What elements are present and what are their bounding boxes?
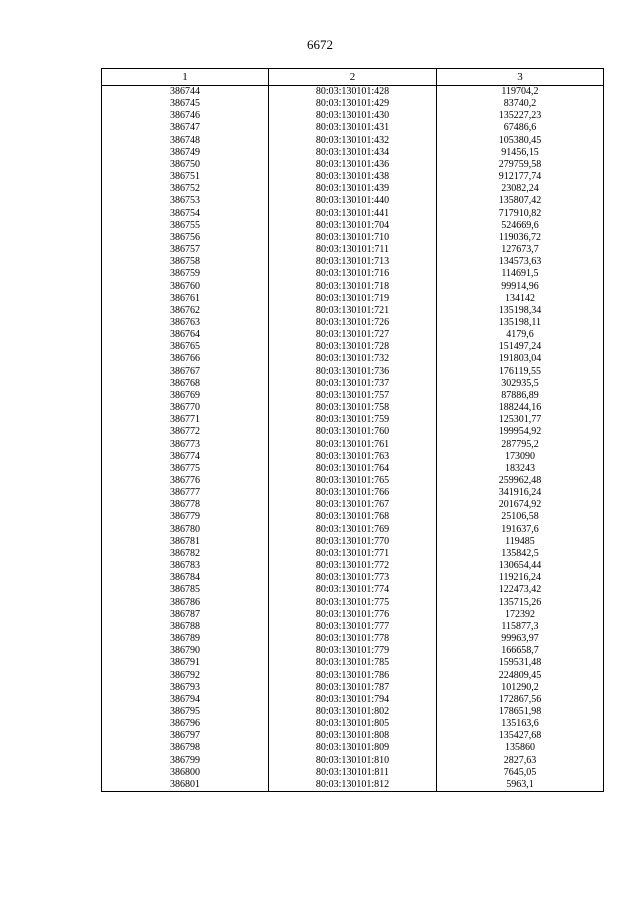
row-number-cell: 386748 — [102, 135, 269, 147]
table-row — [102, 621, 604, 633]
row-number-cell: 386751 — [102, 171, 269, 183]
row-number-cell: 386749 — [102, 147, 269, 159]
row-number-cell: 386778 — [102, 499, 269, 511]
cadastral-number-cell: 80:03:130101:787 — [269, 682, 437, 694]
row-number-cell: 386798 — [102, 742, 269, 754]
table-row — [102, 232, 604, 244]
table-row — [102, 694, 604, 706]
value-cell: 67486,6 — [437, 122, 604, 134]
row-number-cell: 386780 — [102, 524, 269, 536]
row-number-cell: 386784 — [102, 572, 269, 584]
cadastral-number-cell: 80:03:130101:758 — [269, 402, 437, 414]
row-number-cell: 386769 — [102, 390, 269, 402]
row-number-cell: 386764 — [102, 329, 269, 341]
value-cell: 119216,24 — [437, 572, 604, 584]
cadastral-number-cell: 80:03:130101:778 — [269, 633, 437, 645]
cadastral-number-cell: 80:03:130101:770 — [269, 536, 437, 548]
value-cell: 224809,45 — [437, 670, 604, 682]
value-cell: 199954,92 — [437, 426, 604, 438]
row-number-cell: 386746 — [102, 110, 269, 122]
row-number-cell: 386774 — [102, 451, 269, 463]
table-body — [102, 86, 604, 792]
value-cell: 191803,04 — [437, 353, 604, 365]
row-number-cell: 386752 — [102, 183, 269, 195]
row-number-cell: 386762 — [102, 305, 269, 317]
cadastral-number-cell: 80:03:130101:436 — [269, 159, 437, 171]
row-number-cell: 386787 — [102, 609, 269, 621]
cadastral-number-cell: 80:03:130101:794 — [269, 694, 437, 706]
header-row — [102, 69, 604, 86]
table-row — [102, 183, 604, 195]
cadastral-number-cell: 80:03:130101:766 — [269, 487, 437, 499]
table-row — [102, 281, 604, 293]
table-row — [102, 682, 604, 694]
table-row — [102, 451, 604, 463]
table-row — [102, 122, 604, 134]
cadastral-number-cell: 80:03:130101:785 — [269, 657, 437, 669]
table-row — [102, 475, 604, 487]
table-row — [102, 305, 604, 317]
cadastral-number-cell: 80:03:130101:769 — [269, 524, 437, 536]
table-row — [102, 755, 604, 767]
table-row — [102, 390, 604, 402]
row-number-cell: 386744 — [102, 86, 269, 99]
cadastral-number-cell: 80:03:130101:736 — [269, 366, 437, 378]
table-row — [102, 366, 604, 378]
row-number-cell: 386771 — [102, 414, 269, 426]
row-number-cell: 386795 — [102, 706, 269, 718]
value-cell: 135227,23 — [437, 110, 604, 122]
cadastral-number-cell: 80:03:130101:775 — [269, 597, 437, 609]
cadastral-number-cell: 80:03:130101:764 — [269, 463, 437, 475]
table-row — [102, 657, 604, 669]
row-number-cell: 386759 — [102, 268, 269, 280]
cadastral-number-cell: 80:03:130101:777 — [269, 621, 437, 633]
value-cell: 101290,2 — [437, 682, 604, 694]
cadastral-number-cell: 80:03:130101:718 — [269, 281, 437, 293]
row-number-cell: 386763 — [102, 317, 269, 329]
value-cell: 99963,97 — [437, 633, 604, 645]
value-cell: 122473,42 — [437, 584, 604, 596]
table-row — [102, 378, 604, 390]
row-number-cell: 386747 — [102, 122, 269, 134]
cadastral-number-cell: 80:03:130101:441 — [269, 208, 437, 220]
row-number-cell: 386792 — [102, 670, 269, 682]
row-number-cell: 386767 — [102, 366, 269, 378]
row-number-cell: 386801 — [102, 779, 269, 792]
cadastral-number-cell: 80:03:130101:440 — [269, 195, 437, 207]
table-row — [102, 633, 604, 645]
row-number-cell: 386770 — [102, 402, 269, 414]
value-cell: 119036,72 — [437, 232, 604, 244]
row-number-cell: 386789 — [102, 633, 269, 645]
value-cell: 524669,6 — [437, 220, 604, 232]
table-row — [102, 147, 604, 159]
row-number-cell: 386753 — [102, 195, 269, 207]
row-number-cell: 386757 — [102, 244, 269, 256]
column-header-1: 1 — [102, 69, 269, 86]
value-cell: 912177,74 — [437, 171, 604, 183]
table-row — [102, 256, 604, 268]
table-row — [102, 268, 604, 280]
value-cell: 135842,5 — [437, 548, 604, 560]
row-number-cell: 386776 — [102, 475, 269, 487]
row-number-cell: 386794 — [102, 694, 269, 706]
value-cell: 105380,45 — [437, 135, 604, 147]
row-number-cell: 386796 — [102, 718, 269, 730]
value-cell: 4179,6 — [437, 329, 604, 341]
row-number-cell: 386756 — [102, 232, 269, 244]
cadastral-number-cell: 80:03:130101:786 — [269, 670, 437, 682]
row-number-cell: 386791 — [102, 657, 269, 669]
table-row — [102, 767, 604, 779]
table-row — [102, 742, 604, 754]
value-cell: 259962,48 — [437, 475, 604, 487]
cadastral-number-cell: 80:03:130101:773 — [269, 572, 437, 584]
row-number-cell: 386785 — [102, 584, 269, 596]
cadastral-number-cell: 80:03:130101:761 — [269, 439, 437, 451]
cadastral-number-cell: 80:03:130101:431 — [269, 122, 437, 134]
value-cell: 135198,11 — [437, 317, 604, 329]
cadastral-number-cell: 80:03:130101:428 — [269, 86, 437, 99]
value-cell: 717910,82 — [437, 208, 604, 220]
table-row — [102, 195, 604, 207]
cadastral-number-cell: 80:03:130101:771 — [269, 548, 437, 560]
value-cell: 151497,24 — [437, 341, 604, 353]
value-cell: 134573,63 — [437, 256, 604, 268]
row-number-cell: 386782 — [102, 548, 269, 560]
row-number-cell: 386783 — [102, 560, 269, 572]
table-row — [102, 779, 604, 792]
row-number-cell: 386800 — [102, 767, 269, 779]
row-number-cell: 386779 — [102, 511, 269, 523]
table-row — [102, 414, 604, 426]
value-cell: 25106,58 — [437, 511, 604, 523]
cadastral-number-cell: 80:03:130101:719 — [269, 293, 437, 305]
cadastral-number-cell: 80:03:130101:727 — [269, 329, 437, 341]
row-number-cell: 386793 — [102, 682, 269, 694]
cadastral-number-cell: 80:03:130101:757 — [269, 390, 437, 402]
cadastral-number-cell: 80:03:130101:812 — [269, 779, 437, 792]
cadastral-number-cell: 80:03:130101:704 — [269, 220, 437, 232]
value-cell: 166658,7 — [437, 645, 604, 657]
cadastral-number-cell: 80:03:130101:779 — [269, 645, 437, 657]
row-number-cell: 386790 — [102, 645, 269, 657]
row-number-cell: 386786 — [102, 597, 269, 609]
registry-table — [101, 68, 604, 792]
cadastral-number-cell: 80:03:130101:808 — [269, 730, 437, 742]
value-cell: 23082,24 — [437, 183, 604, 195]
row-number-cell: 386758 — [102, 256, 269, 268]
row-number-cell: 386777 — [102, 487, 269, 499]
value-cell: 135198,34 — [437, 305, 604, 317]
table-row — [102, 706, 604, 718]
table-row — [102, 609, 604, 621]
value-cell: 99914,96 — [437, 281, 604, 293]
table-row — [102, 670, 604, 682]
row-number-cell: 386773 — [102, 439, 269, 451]
value-cell: 5963,1 — [437, 779, 604, 792]
value-cell: 172392 — [437, 609, 604, 621]
table-row — [102, 536, 604, 548]
value-cell: 127673,7 — [437, 244, 604, 256]
row-number-cell: 386755 — [102, 220, 269, 232]
value-cell: 172867,56 — [437, 694, 604, 706]
row-number-cell: 386788 — [102, 621, 269, 633]
row-number-cell: 386754 — [102, 208, 269, 220]
value-cell: 87886,89 — [437, 390, 604, 402]
cadastral-number-cell: 80:03:130101:439 — [269, 183, 437, 195]
cadastral-number-cell: 80:03:130101:721 — [269, 305, 437, 317]
table-row — [102, 208, 604, 220]
row-number-cell: 386765 — [102, 341, 269, 353]
table-row — [102, 220, 604, 232]
table-row — [102, 171, 604, 183]
table-row — [102, 548, 604, 560]
table-row — [102, 353, 604, 365]
row-number-cell: 386775 — [102, 463, 269, 475]
cadastral-number-cell: 80:03:130101:713 — [269, 256, 437, 268]
row-number-cell: 386768 — [102, 378, 269, 390]
cadastral-number-cell: 80:03:130101:430 — [269, 110, 437, 122]
value-cell: 135715,26 — [437, 597, 604, 609]
cadastral-number-cell: 80:03:130101:438 — [269, 171, 437, 183]
table-row — [102, 463, 604, 475]
value-cell: 341916,24 — [437, 487, 604, 499]
value-cell: 135427,68 — [437, 730, 604, 742]
table-row — [102, 597, 604, 609]
value-cell: 279759,58 — [437, 159, 604, 171]
value-cell: 7645,05 — [437, 767, 604, 779]
cadastral-number-cell: 80:03:130101:805 — [269, 718, 437, 730]
cadastral-number-cell: 80:03:130101:711 — [269, 244, 437, 256]
value-cell: 2827,63 — [437, 755, 604, 767]
row-number-cell: 386781 — [102, 536, 269, 548]
cadastral-number-cell: 80:03:130101:811 — [269, 767, 437, 779]
page-number: 6672 — [307, 37, 333, 52]
cadastral-number-cell: 80:03:130101:710 — [269, 232, 437, 244]
cadastral-number-cell: 80:03:130101:760 — [269, 426, 437, 438]
cadastral-number-cell: 80:03:130101:774 — [269, 584, 437, 596]
table-row — [102, 718, 604, 730]
cadastral-number-cell: 80:03:130101:728 — [269, 341, 437, 353]
table-row — [102, 511, 604, 523]
cadastral-number-cell: 80:03:130101:802 — [269, 706, 437, 718]
cadastral-number-cell: 80:03:130101:768 — [269, 511, 437, 523]
value-cell: 130654,44 — [437, 560, 604, 572]
table-row — [102, 487, 604, 499]
column-header-2: 2 — [269, 69, 437, 86]
row-number-cell: 386761 — [102, 293, 269, 305]
value-cell: 135807,42 — [437, 195, 604, 207]
cadastral-number-cell: 80:03:130101:776 — [269, 609, 437, 621]
table-row — [102, 439, 604, 451]
value-cell: 134142 — [437, 293, 604, 305]
column-header-3: 3 — [437, 69, 604, 86]
value-cell: 114691,5 — [437, 268, 604, 280]
value-cell: 176119,55 — [437, 366, 604, 378]
table-row — [102, 730, 604, 742]
table-row — [102, 560, 604, 572]
row-number-cell: 386799 — [102, 755, 269, 767]
table-row — [102, 86, 604, 99]
cadastral-number-cell: 80:03:130101:737 — [269, 378, 437, 390]
table-row — [102, 524, 604, 536]
row-number-cell: 386750 — [102, 159, 269, 171]
table-row — [102, 135, 604, 147]
row-number-cell: 386766 — [102, 353, 269, 365]
value-cell: 135163,6 — [437, 718, 604, 730]
cadastral-number-cell: 80:03:130101:767 — [269, 499, 437, 511]
row-number-cell: 386772 — [102, 426, 269, 438]
cadastral-number-cell: 80:03:130101:759 — [269, 414, 437, 426]
table-row — [102, 159, 604, 171]
table-row — [102, 244, 604, 256]
value-cell: 83740,2 — [437, 98, 604, 110]
value-cell: 119485 — [437, 536, 604, 548]
cadastral-number-cell: 80:03:130101:809 — [269, 742, 437, 754]
value-cell: 115877,3 — [437, 621, 604, 633]
value-cell: 119704,2 — [437, 86, 604, 99]
cadastral-number-cell: 80:03:130101:763 — [269, 451, 437, 463]
table-row — [102, 317, 604, 329]
value-cell: 183243 — [437, 463, 604, 475]
cadastral-number-cell: 80:03:130101:429 — [269, 98, 437, 110]
row-number-cell: 386760 — [102, 281, 269, 293]
table-row — [102, 341, 604, 353]
value-cell: 287795,2 — [437, 439, 604, 451]
value-cell: 191637,6 — [437, 524, 604, 536]
table-row — [102, 402, 604, 414]
table-row — [102, 499, 604, 511]
cadastral-number-cell: 80:03:130101:726 — [269, 317, 437, 329]
value-cell: 201674,92 — [437, 499, 604, 511]
cadastral-number-cell: 80:03:130101:432 — [269, 135, 437, 147]
value-cell: 302935,5 — [437, 378, 604, 390]
table-row — [102, 329, 604, 341]
value-cell: 125301,77 — [437, 414, 604, 426]
value-cell: 188244,16 — [437, 402, 604, 414]
value-cell: 159531,48 — [437, 657, 604, 669]
row-number-cell: 386797 — [102, 730, 269, 742]
table-row — [102, 110, 604, 122]
value-cell: 173090 — [437, 451, 604, 463]
cadastral-number-cell: 80:03:130101:732 — [269, 353, 437, 365]
cadastral-number-cell: 80:03:130101:772 — [269, 560, 437, 572]
table-row — [102, 293, 604, 305]
table-row — [102, 98, 604, 110]
table-row — [102, 572, 604, 584]
table-row — [102, 645, 604, 657]
cadastral-number-cell: 80:03:130101:765 — [269, 475, 437, 487]
cadastral-number-cell: 80:03:130101:810 — [269, 755, 437, 767]
cadastral-number-cell: 80:03:130101:434 — [269, 147, 437, 159]
row-number-cell: 386745 — [102, 98, 269, 110]
table-header — [102, 69, 604, 86]
cadastral-number-cell: 80:03:130101:716 — [269, 268, 437, 280]
value-cell: 135860 — [437, 742, 604, 754]
table-row — [102, 426, 604, 438]
table-row — [102, 584, 604, 596]
value-cell: 178651,98 — [437, 706, 604, 718]
value-cell: 91456,15 — [437, 147, 604, 159]
